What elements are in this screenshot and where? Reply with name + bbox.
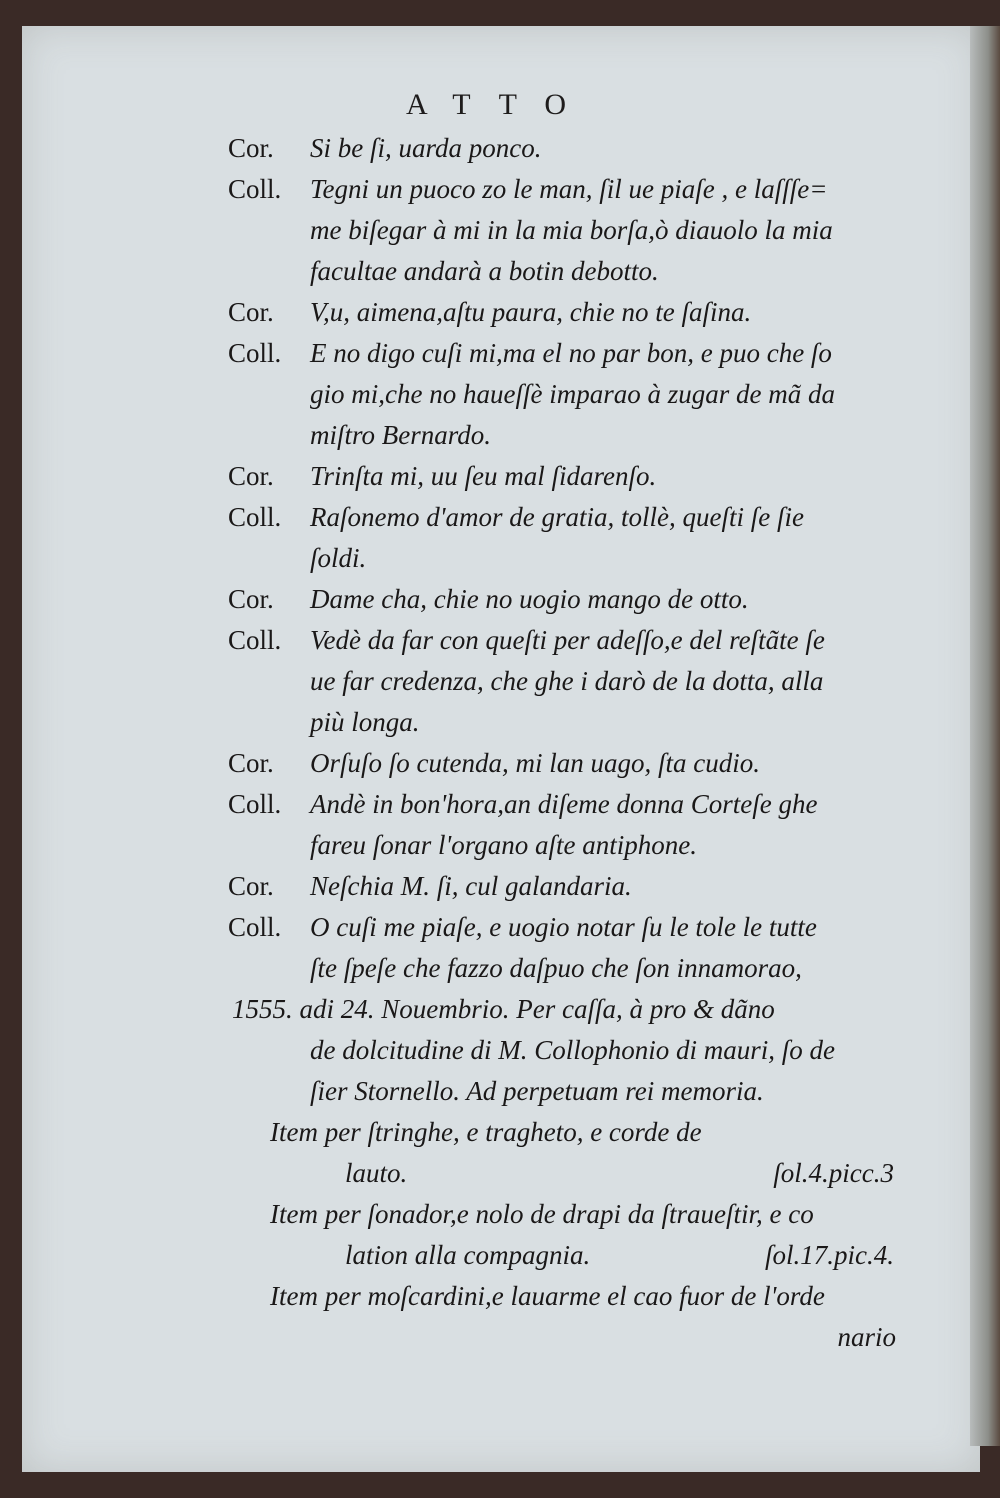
speaker-label: Coll.	[228, 338, 282, 368]
speech-line: Vedè da far con queſti per adeſſo,e del reſtãte ſe	[310, 625, 825, 655]
ledger-heading-line: 1555. adi 24. Nouembrio. Per caſſa, à pro & dãno	[232, 994, 775, 1024]
speech	[0, 333, 1000, 456]
entry-amount: ſol.4.picc.3	[773, 1158, 894, 1188]
speech	[0, 169, 1000, 292]
entry-text: Item per ſonador,e nolo de drapi da ſtraueſtir, e co	[270, 1199, 814, 1229]
speech	[0, 784, 1000, 866]
speaker-label: Coll.	[228, 912, 282, 942]
text-block	[0, 128, 1000, 1358]
catchword: nario	[837, 1322, 896, 1352]
speech-line: Orſuſo ſo cutenda, mi lan uago, ſta cudio.	[310, 748, 760, 778]
speech-line: O cuſi me piaſe, e uogio notar ſu le tole le tutte	[310, 912, 817, 942]
speaker-label: Cor.	[228, 584, 274, 614]
speech-line: E no digo cuſi mi,ma el no par bon, e puo che ſo	[310, 338, 832, 368]
dialogue	[0, 128, 1000, 989]
speech-line: me biſegar à mi in la mia borſa,ò diauolo la mia	[310, 215, 833, 245]
speech	[0, 866, 1000, 907]
speaker-label: Cor.	[228, 133, 274, 163]
speech	[0, 743, 1000, 784]
entry-text: lauto.	[345, 1158, 408, 1188]
speech	[0, 579, 1000, 620]
ledger-heading-line: de dolcitudine di M. Collophonio di mauri, ſo de	[310, 1035, 835, 1065]
entry-text: lation alla compagnia.	[345, 1240, 591, 1270]
speech-line: Si be ſi, uarda ponco.	[310, 133, 542, 163]
ledger-entry	[0, 1194, 1000, 1276]
ledger-heading	[0, 989, 1000, 1112]
speech-line: Tegni un puoco zo le man, ſil ue piaſe , e laſſſe=	[310, 174, 828, 204]
speaker-label: Cor.	[228, 748, 274, 778]
ledger-heading-line: ſier Stornello. Ad perpetuam rei memoria.	[310, 1076, 764, 1106]
speech-line: Neſchia M. ſi, cul galandaria.	[310, 871, 632, 901]
entry-amount: ſol.17.pic.4.	[765, 1240, 894, 1270]
speaker-label: Coll.	[228, 789, 282, 819]
speech	[0, 128, 1000, 169]
speech-line: ue far credenza, che ghe i darò de la dotta, alla	[310, 666, 824, 696]
running-header: ATTO	[405, 88, 595, 121]
speech-line: gio mi,che no haueſſè imparao à zugar de mã da	[310, 379, 835, 409]
speaker-label: Cor.	[228, 461, 274, 491]
speaker-label: Coll.	[228, 625, 282, 655]
speaker-label: Coll.	[228, 502, 282, 532]
speech-line: Raſonemo d'amor de gratia, tollè, queſti ſe ſie	[310, 502, 804, 532]
speech-line: più longa.	[310, 707, 420, 737]
speech-line: Trinſta mi, uu ſeu mal ſidarenſo.	[310, 461, 657, 491]
entry-text: Item per moſcardini,e lauarme el cao fuor de l'orde	[270, 1281, 825, 1311]
speech-line: V,u, aimena,aſtu paura, chie no te ſaſina.	[310, 297, 752, 327]
entry-text: Item per ſtringhe, e tragheto, e corde de	[270, 1117, 702, 1147]
speech-line: Andè in bon'hora,an diſeme donna Corteſe ghe	[310, 789, 818, 819]
speaker-label: Cor.	[228, 871, 274, 901]
speech	[0, 497, 1000, 579]
speaker-label: Cor.	[228, 297, 274, 327]
speech	[0, 292, 1000, 333]
speech-line: ſoldi.	[310, 543, 367, 573]
speech	[0, 456, 1000, 497]
speaker-label: Coll.	[228, 174, 282, 204]
speech-line: ſte ſpeſe che fazzo daſpuo che ſon innamorao,	[310, 953, 802, 983]
speech-line: Dame cha, chie no uogio mango de otto.	[310, 584, 749, 614]
speech-line: miſtro Bernardo.	[310, 420, 491, 450]
speech	[0, 907, 1000, 989]
ledger-entry	[0, 1276, 1000, 1317]
speech-line: facultae andarà a botin debotto.	[310, 256, 659, 286]
ledger-entry	[0, 1112, 1000, 1194]
speech	[0, 620, 1000, 743]
speech-line: fareu ſonar l'organo aſte antiphone.	[310, 830, 698, 860]
